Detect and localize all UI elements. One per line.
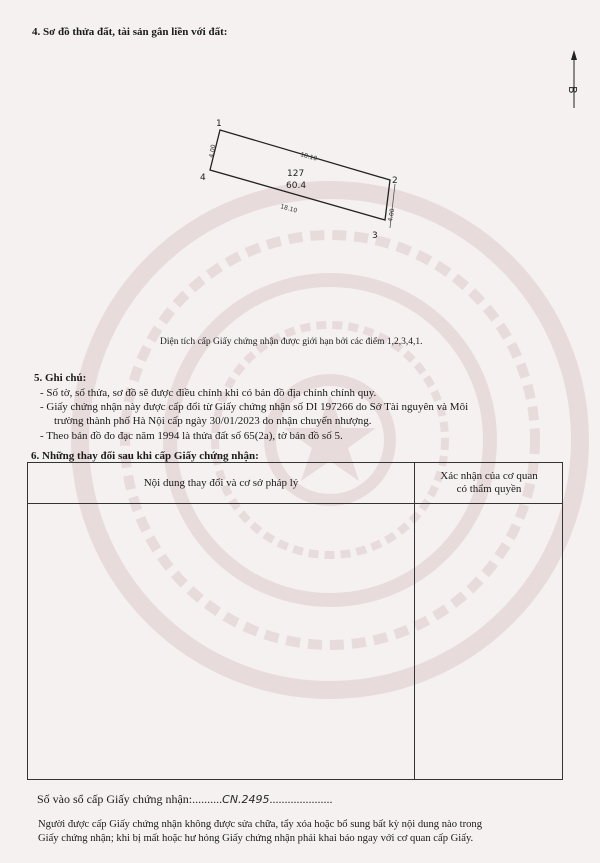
note-item: trường thành phố Hà Nội cấp ngày 30/01/2023 do nhận chuyển nhượng. [54,415,372,428]
registry-dots-before: .......... [192,792,223,806]
section-5-title: 5. Ghi chú: [34,372,87,384]
parcel-area: 60.4 [286,181,307,191]
point-3: 3 [372,231,378,241]
table-header-confirmation-line2: có thẩm quyền [456,483,522,495]
footer-line-1: Người được cấp Giấy chứng nhận không được sửa chữa, tẩy xóa hoặc bổ sung bất kỳ nội dung nào trong [38,819,483,830]
changes-table [27,462,563,780]
footer-line-2: Giấy chứng nhận; khi bị mất hoặc hư hỏng Giấy chứng nhận phải khai báo ngay với cơ quan cấp Giấy. [38,833,474,844]
note-item: - Theo bản đồ đo đạc năm 1994 là thửa đất số 65(2a), tờ bản đồ số 5. [40,429,343,442]
edge-left-length: 4.00 [208,143,218,159]
note-item: - Số tờ, số thửa, sơ đồ sẽ được điều chỉnh khi có bản đồ địa chính chính quy. [40,387,377,399]
table-header-divider [28,503,562,504]
point-4: 4 [200,173,206,183]
section-4-title: 4. Sơ đồ thửa đất, tài sản gắn liền với đất: [32,26,228,38]
table-header-confirmation [415,463,563,503]
notes-list [40,386,575,443]
parcel-number: 127 [287,169,305,179]
footer-warning [38,818,572,846]
north-arrow-icon [566,50,586,110]
point-1: 1 [216,119,222,129]
edge-right-length: 4.00 [387,207,397,223]
registry-label: Số vào sổ cấp Giấy chứng nhận: [37,792,193,806]
edge-bottom-length: 18.10 [279,203,298,215]
parcel-map [180,110,420,250]
point-2: 2 [392,176,398,186]
table-divider [414,463,415,779]
registry-dots-after: ..................... [269,792,333,806]
table-header-confirmation-line1: Xác nhận của cơ quan [440,470,538,482]
map-caption: Diện tích cấp Giấy chứng nhận được giới hạn bởi các điểm 1,2,3,4,1. [160,337,423,347]
table-header-changes: Nội dung thay đổi và cơ sở pháp lý [143,477,299,489]
edge-top-length: 18.10 [299,151,318,163]
registry-number-line [37,792,333,807]
north-arrow-label: B [566,86,579,94]
section-6-title: 6. Những thay đổi sau khi cấp Giấy chứng nhận: [31,450,259,462]
note-item: - Giấy chứng nhận này được cấp đổi từ Giấy chứng nhận số DI 197266 do Sở Tài nguyên và Môi [40,401,469,414]
registry-number-value: CN.2495 [222,793,270,806]
